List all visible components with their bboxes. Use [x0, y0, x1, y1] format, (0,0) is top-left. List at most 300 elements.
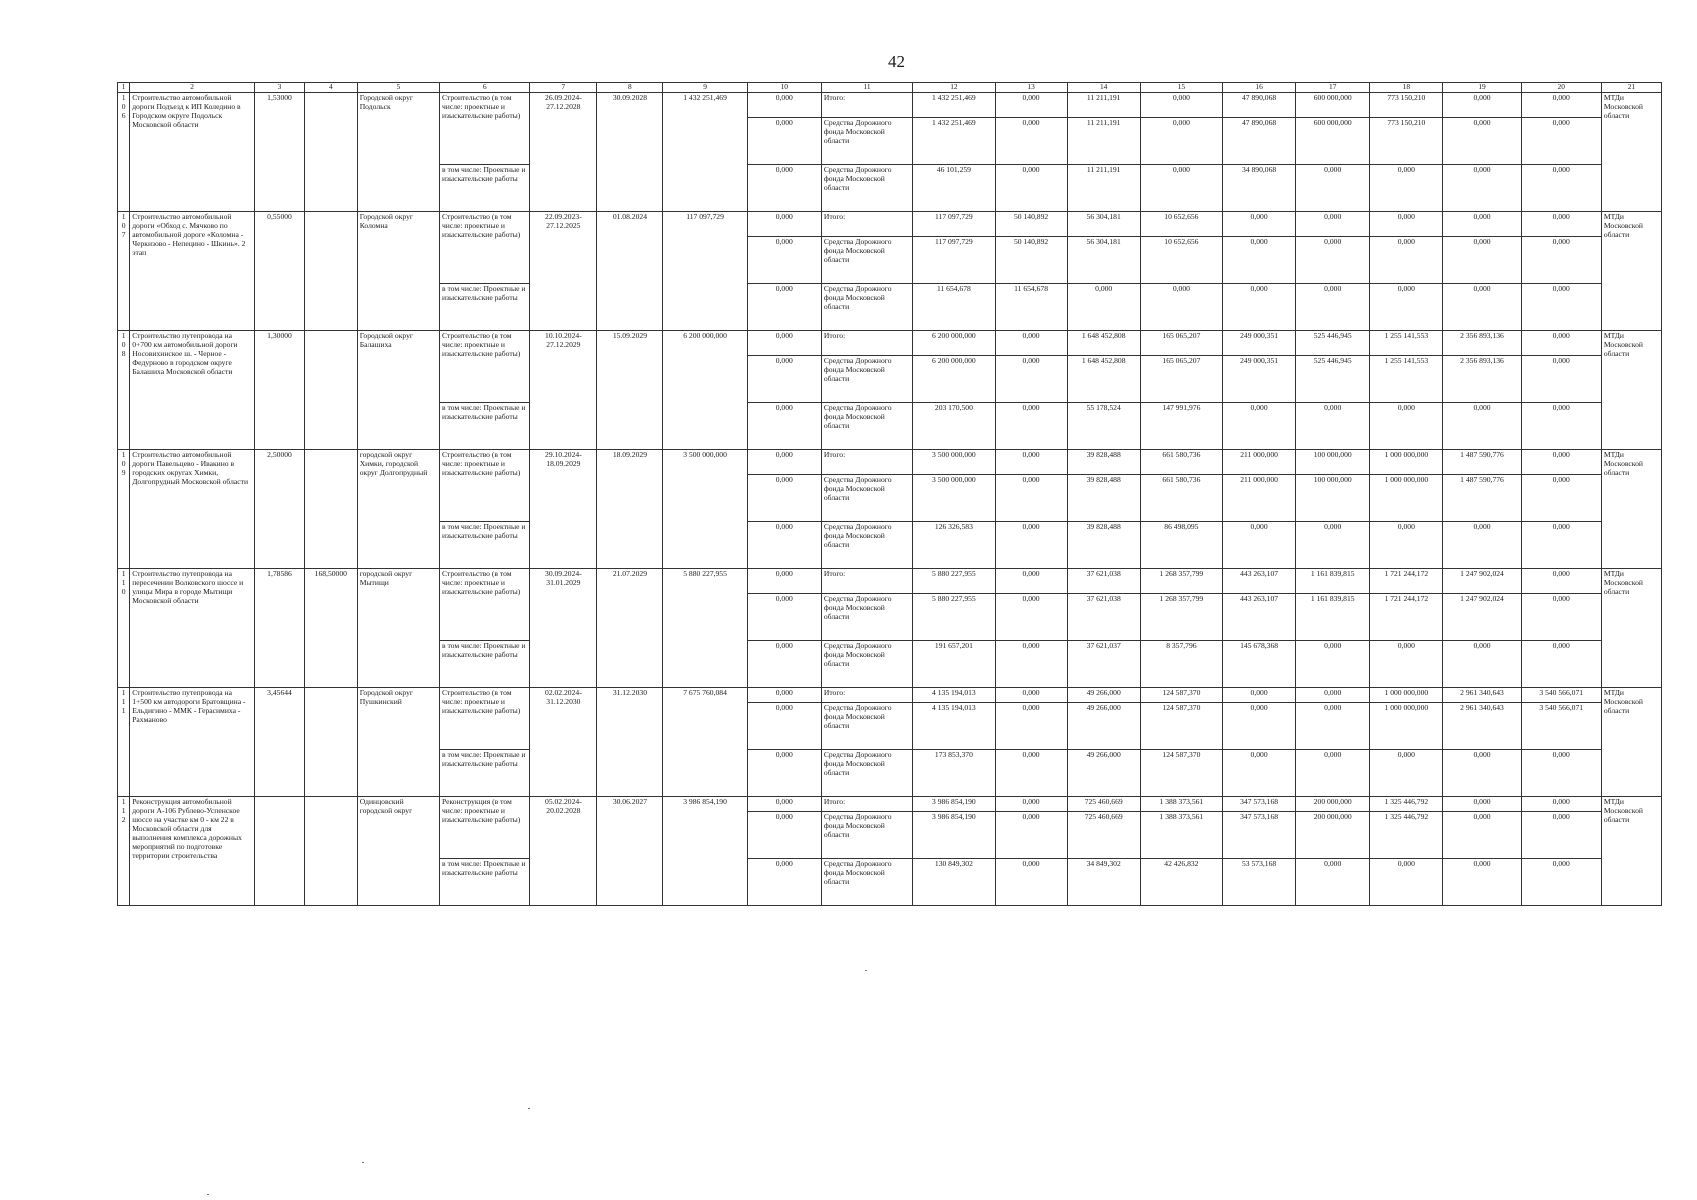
column-number-header: 20 — [1521, 83, 1601, 93]
table-row — [118, 212, 1662, 237]
amount-c18: 0,000 — [1370, 522, 1443, 569]
amount-c18: 0,000 — [1370, 165, 1443, 212]
amount-c16: 211 000,000 — [1223, 475, 1296, 522]
table-row — [118, 688, 1662, 703]
scan-speck — [362, 1162, 364, 1163]
amount-c19: 1 247 902,024 — [1443, 594, 1521, 641]
amount-c18: 1 255 141,553 — [1370, 356, 1443, 403]
funding-source-label: Средства Дорожного фонда Московской области — [821, 356, 912, 403]
district-name: Городской округ Подольск — [357, 93, 439, 212]
funding-source-label: Средства Дорожного фонда Московской области — [821, 403, 912, 450]
amount-c13: 0,000 — [995, 641, 1067, 688]
amount-c20: 0,000 — [1521, 356, 1601, 403]
funded-before: 0,000 — [747, 212, 821, 237]
amount-c12: 3 500 000,000 — [913, 475, 995, 522]
object-length: 2,50000 — [255, 450, 305, 569]
amount-c12: 117 097,729 — [913, 212, 995, 237]
amount-c16: 443 263,107 — [1223, 594, 1296, 641]
amount-c15: 165 065,207 — [1140, 356, 1222, 403]
amount-c16: 0,000 — [1223, 212, 1296, 237]
funded-before: 0,000 — [747, 522, 821, 569]
funding-source-label: Итого: — [821, 450, 912, 475]
amount-c16: 0,000 — [1223, 522, 1296, 569]
funding-source-label: Средства Дорожного фонда Московской области — [821, 641, 912, 688]
amount-c14: 725 460,669 — [1067, 812, 1140, 859]
amount-c19: 0,000 — [1443, 284, 1521, 331]
amount-c19: 0,000 — [1443, 93, 1521, 118]
amount-c18: 1 255 141,553 — [1370, 331, 1443, 356]
amount-c20: 0,000 — [1521, 237, 1601, 284]
amount-c12: 203 170,500 — [913, 403, 995, 450]
column-number-header: 14 — [1067, 83, 1140, 93]
amount-c14: 49 266,000 — [1067, 703, 1140, 750]
amount-c19: 0,000 — [1443, 522, 1521, 569]
amount-c16: 0,000 — [1223, 284, 1296, 331]
amount-c20: 0,000 — [1521, 750, 1601, 797]
amount-c15: 165 065,207 — [1140, 331, 1222, 356]
scan-speck — [207, 1194, 209, 1195]
amount-c15: 147 991,976 — [1140, 403, 1222, 450]
row-number: 110 — [118, 569, 130, 688]
amount-c15: 661 580,736 — [1140, 450, 1222, 475]
amount-c15: 10 652,656 — [1140, 237, 1222, 284]
amount-c19: 0,000 — [1443, 212, 1521, 237]
amount-c13: 0,000 — [995, 703, 1067, 750]
district-name: Городской округ Пушкинский — [357, 688, 439, 797]
amount-c13: 0,000 — [995, 450, 1067, 475]
work-type-subtotal: в том числе: Проектные и изыскательские работы — [439, 750, 529, 797]
column-number-header: 10 — [747, 83, 821, 93]
amount-c14: 0,000 — [1067, 284, 1140, 331]
work-type-subtotal: в том числе: Проектные и изыскательские работы — [439, 284, 529, 331]
column-number-header: 8 — [597, 83, 663, 93]
total-cost: 5 880 227,955 — [663, 569, 747, 688]
amount-c19: 0,000 — [1443, 237, 1521, 284]
work-period: 26.09.2024-27.12.2028 — [530, 93, 597, 212]
amount-c14: 49 266,000 — [1067, 750, 1140, 797]
amount-c19: 0,000 — [1443, 750, 1521, 797]
amount-c14: 1 648 452,808 — [1067, 356, 1140, 403]
funding-source-label: Средства Дорожного фонда Московской области — [821, 118, 912, 165]
amount-c14: 11 211,191 — [1067, 118, 1140, 165]
work-type-subtotal: в том числе: Проектные и изыскательские работы — [439, 165, 529, 212]
amount-c12: 4 135 194,013 — [913, 688, 995, 703]
column-number-header: 3 — [255, 83, 305, 93]
customer-name: МТДи Московской области — [1601, 93, 1661, 212]
amount-c16: 249 000,351 — [1223, 356, 1296, 403]
district-name: городской округ Мытищи — [357, 569, 439, 688]
work-type: Строительство (в том числе: проектные и изыскательские работы) — [439, 569, 529, 641]
amount-c18: 773 150,210 — [1370, 118, 1443, 165]
funded-before: 0,000 — [747, 812, 821, 859]
amount-c18: 0,000 — [1370, 403, 1443, 450]
amount-c20: 0,000 — [1521, 450, 1601, 475]
column-number-header: 5 — [357, 83, 439, 93]
amount-c15: 42 426,832 — [1140, 859, 1222, 906]
funding-source-label: Средства Дорожного фонда Московской области — [821, 522, 912, 569]
amount-c19: 0,000 — [1443, 859, 1521, 906]
amount-c20: 0,000 — [1521, 212, 1601, 237]
amount-c14: 1 648 452,808 — [1067, 331, 1140, 356]
district-name: Городской округ Коломна — [357, 212, 439, 331]
funding-source-label: Средства Дорожного фонда Московской области — [821, 237, 912, 284]
amount-c16: 0,000 — [1223, 750, 1296, 797]
column-number-header: 6 — [439, 83, 529, 93]
amount-c18: 1 721 244,172 — [1370, 569, 1443, 594]
work-type-subtotal: в том числе: Проектные и изыскательские работы — [439, 641, 529, 688]
row-number: 111 — [118, 688, 130, 797]
amount-c17: 600 000,000 — [1296, 93, 1370, 118]
column-number-header: 2 — [130, 83, 255, 93]
amount-c20: 0,000 — [1521, 475, 1601, 522]
funded-before: 0,000 — [747, 569, 821, 594]
completion-date: 01.08.2024 — [597, 212, 663, 331]
funded-before: 0,000 — [747, 118, 821, 165]
amount-c18: 1 000 000,000 — [1370, 475, 1443, 522]
object-length: 1,30000 — [255, 331, 305, 450]
amount-c17: 600 000,000 — [1296, 118, 1370, 165]
column-number-header: 4 — [304, 83, 357, 93]
amount-c12: 130 849,302 — [913, 859, 995, 906]
amount-c20: 0,000 — [1521, 118, 1601, 165]
amount-c18: 0,000 — [1370, 212, 1443, 237]
amount-c16: 0,000 — [1223, 237, 1296, 284]
amount-c19: 0,000 — [1443, 165, 1521, 212]
scan-speck — [865, 970, 867, 971]
amount-c17: 525 446,945 — [1296, 331, 1370, 356]
object-length-extra — [304, 93, 357, 212]
funding-source-label: Средства Дорожного фонда Московской области — [821, 750, 912, 797]
amount-c17: 0,000 — [1296, 703, 1370, 750]
funded-before: 0,000 — [747, 237, 821, 284]
funding-source-label: Средства Дорожного фонда Московской области — [821, 165, 912, 212]
amount-c18: 1 325 446,792 — [1370, 812, 1443, 859]
total-cost: 1 432 251,469 — [663, 93, 747, 212]
work-period: 30.09.2024-31.01.2029 — [530, 569, 597, 688]
amount-c20: 0,000 — [1521, 797, 1601, 812]
amount-c19: 2 356 893,136 — [1443, 331, 1521, 356]
funded-before: 0,000 — [747, 641, 821, 688]
amount-c18: 1 000 000,000 — [1370, 688, 1443, 703]
amount-c12: 3 500 000,000 — [913, 450, 995, 475]
amount-c15: 8 357,796 — [1140, 641, 1222, 688]
amount-c19: 0,000 — [1443, 812, 1521, 859]
amount-c14: 11 211,191 — [1067, 93, 1140, 118]
work-type: Строительство (в том числе: проектные и изыскательские работы) — [439, 450, 529, 522]
amount-c17: 1 161 839,815 — [1296, 569, 1370, 594]
row-number: 106 — [118, 93, 130, 212]
amount-c14: 39 828,488 — [1067, 475, 1140, 522]
amount-c13: 0,000 — [995, 594, 1067, 641]
amount-c12: 6 200 000,000 — [913, 356, 995, 403]
column-number-header: 11 — [821, 83, 912, 93]
object-length-extra — [304, 797, 357, 906]
amount-c12: 3 986 854,190 — [913, 797, 995, 812]
row-number: 108 — [118, 331, 130, 450]
amount-c20: 0,000 — [1521, 859, 1601, 906]
amount-c15: 10 652,656 — [1140, 212, 1222, 237]
amount-c17: 100 000,000 — [1296, 450, 1370, 475]
funded-before: 0,000 — [747, 284, 821, 331]
amount-c16: 0,000 — [1223, 403, 1296, 450]
amount-c13: 0,000 — [995, 569, 1067, 594]
amount-c12: 11 654,678 — [913, 284, 995, 331]
funding-source-label: Средства Дорожного фонда Московской области — [821, 284, 912, 331]
column-number-header: 18 — [1370, 83, 1443, 93]
amount-c12: 4 135 194,013 — [913, 703, 995, 750]
funding-source-label: Итого: — [821, 688, 912, 703]
funded-before: 0,000 — [747, 450, 821, 475]
amount-c15: 1 268 357,799 — [1140, 594, 1222, 641]
object-length — [255, 797, 305, 906]
object-length-extra — [304, 688, 357, 797]
amount-c19: 1 487 590,776 — [1443, 450, 1521, 475]
table-row — [118, 450, 1662, 475]
amount-c17: 0,000 — [1296, 165, 1370, 212]
funding-source-label: Средства Дорожного фонда Московской области — [821, 703, 912, 750]
amount-c12: 5 880 227,955 — [913, 569, 995, 594]
amount-c12: 5 880 227,955 — [913, 594, 995, 641]
page-number: 42 — [888, 52, 905, 71]
amount-c15: 86 498,095 — [1140, 522, 1222, 569]
object-name: Строительство автомобильной дороги Подъезд к ИП Коледино в Городском округе Подольск Московской области — [130, 93, 255, 212]
amount-c17: 0,000 — [1296, 859, 1370, 906]
amount-c17: 200 000,000 — [1296, 797, 1370, 812]
funded-before: 0,000 — [747, 797, 821, 812]
amount-c16: 211 000,000 — [1223, 450, 1296, 475]
object-length-extra — [304, 331, 357, 450]
column-number-header: 19 — [1443, 83, 1521, 93]
amount-c20: 0,000 — [1521, 93, 1601, 118]
object-length: 3,45644 — [255, 688, 305, 797]
amount-c13: 0,000 — [995, 797, 1067, 812]
funded-before: 0,000 — [747, 475, 821, 522]
amount-c16: 347 573,168 — [1223, 812, 1296, 859]
row-number: 107 — [118, 212, 130, 331]
amount-c13: 0,000 — [995, 522, 1067, 569]
work-type: Строительство (в том числе: проектные и изыскательские работы) — [439, 331, 529, 403]
amount-c13: 0,000 — [995, 356, 1067, 403]
completion-date: 31.12.2030 — [597, 688, 663, 797]
work-period: 29.10.2024-18.09.2029 — [530, 450, 597, 569]
amount-c18: 1 000 000,000 — [1370, 450, 1443, 475]
amount-c14: 725 460,669 — [1067, 797, 1140, 812]
amount-c12: 46 101,259 — [913, 165, 995, 212]
column-number-header: 21 — [1601, 83, 1661, 93]
total-cost: 7 675 760,084 — [663, 688, 747, 797]
amount-c14: 56 304,181 — [1067, 212, 1140, 237]
amount-c16: 249 000,351 — [1223, 331, 1296, 356]
column-number-header: 7 — [530, 83, 597, 93]
district-name: городской округ Химки, городской округ Долгопрудный — [357, 450, 439, 569]
amount-c19: 0,000 — [1443, 118, 1521, 165]
table-row — [118, 569, 1662, 594]
object-name: Реконструкция автомобильной дороги А-106 Рублево-Успенское шоссе на участке км 0 - км 22 в Московской области для выполнения комплекса дорожных мероприятий по подготовке территории строительства — [130, 797, 255, 906]
amount-c16: 53 573,168 — [1223, 859, 1296, 906]
column-number-header: 15 — [1140, 83, 1222, 93]
funding-source-label: Итого: — [821, 93, 912, 118]
amount-c14: 37 621,037 — [1067, 641, 1140, 688]
amount-c20: 0,000 — [1521, 331, 1601, 356]
amount-c20: 0,000 — [1521, 284, 1601, 331]
table-row — [118, 93, 1662, 118]
column-number-header: 9 — [663, 83, 747, 93]
amount-c15: 1 388 373,561 — [1140, 797, 1222, 812]
object-name: Строительство автомобильной дороги Павельцево - Ивакино в городских округах Химки, Долгопрудный Московской области — [130, 450, 255, 569]
work-period: 10.10.2024-27.12.2029 — [530, 331, 597, 450]
amount-c20: 0,000 — [1521, 403, 1601, 450]
column-number-header: 16 — [1223, 83, 1296, 93]
customer-name: МТДи Московской области — [1601, 450, 1661, 569]
funded-before: 0,000 — [747, 165, 821, 212]
scan-speck — [528, 1108, 530, 1109]
work-type-subtotal: в том числе: Проектные и изыскательские работы — [439, 522, 529, 569]
amount-c17: 100 000,000 — [1296, 475, 1370, 522]
amount-c15: 0,000 — [1140, 284, 1222, 331]
funded-before: 0,000 — [747, 331, 821, 356]
amount-c13: 0,000 — [995, 403, 1067, 450]
amount-c18: 0,000 — [1370, 641, 1443, 688]
amount-c16: 443 263,107 — [1223, 569, 1296, 594]
funding-source-label: Средства Дорожного фонда Московской области — [821, 812, 912, 859]
column-number-header: 13 — [995, 83, 1067, 93]
amount-c12: 126 326,583 — [913, 522, 995, 569]
object-length-extra: 168,50000 — [304, 569, 357, 688]
object-name: Строительство путепровода на пересечении Волковского шоссе и улицы Мира в городе Мытищи Московской области — [130, 569, 255, 688]
funded-before: 0,000 — [747, 703, 821, 750]
funding-source-label: Итого: — [821, 569, 912, 594]
amount-c15: 661 580,736 — [1140, 475, 1222, 522]
amount-c14: 49 266,000 — [1067, 688, 1140, 703]
district-name: Городской округ Балашиха — [357, 331, 439, 450]
amount-c17: 0,000 — [1296, 237, 1370, 284]
amount-c13: 0,000 — [995, 331, 1067, 356]
customer-name: МТДи Московской области — [1601, 569, 1661, 688]
amount-c13: 11 654,678 — [995, 284, 1067, 331]
amount-c14: 56 304,181 — [1067, 237, 1140, 284]
total-cost: 3 986 854,190 — [663, 797, 747, 906]
amount-c12: 117 097,729 — [913, 237, 995, 284]
funding-table — [117, 82, 1662, 906]
column-number-header: 1 — [118, 83, 130, 93]
amount-c12: 3 986 854,190 — [913, 812, 995, 859]
total-cost: 3 500 000,000 — [663, 450, 747, 569]
amount-c19: 2 961 340,643 — [1443, 688, 1521, 703]
object-length: 0,55000 — [255, 212, 305, 331]
amount-c17: 0,000 — [1296, 641, 1370, 688]
amount-c17: 0,000 — [1296, 284, 1370, 331]
amount-c13: 0,000 — [995, 118, 1067, 165]
amount-c17: 0,000 — [1296, 688, 1370, 703]
funding-source-label: Итого: — [821, 797, 912, 812]
object-name: Строительство путепровода на 1+500 км автодороги Братовщина - Ельдигино - ММК - Герасимиха - Рахманово — [130, 688, 255, 797]
funded-before: 0,000 — [747, 688, 821, 703]
work-type-subtotal: в том числе: Проектные и изыскательские работы — [439, 859, 529, 906]
amount-c13: 0,000 — [995, 165, 1067, 212]
amount-c13: 0,000 — [995, 93, 1067, 118]
amount-c18: 773 150,210 — [1370, 93, 1443, 118]
completion-date: 30.06.2027 — [597, 797, 663, 906]
object-name: Строительство путепровода на 0+700 км автомобильной дороги Носовихинское ш. - Черное - Федурново в городском округе Балашиха Московской области — [130, 331, 255, 450]
amount-c19: 0,000 — [1443, 641, 1521, 688]
amount-c17: 200 000,000 — [1296, 812, 1370, 859]
object-length-extra — [304, 212, 357, 331]
work-period: 05.02.2024-20.02.2028 — [530, 797, 597, 906]
customer-name: МТДи Московской области — [1601, 331, 1661, 450]
column-number-header: 12 — [913, 83, 995, 93]
amount-c16: 347 573,168 — [1223, 797, 1296, 812]
amount-c18: 1 000 000,000 — [1370, 703, 1443, 750]
amount-c19: 2 356 893,136 — [1443, 356, 1521, 403]
amount-c14: 55 178,524 — [1067, 403, 1140, 450]
work-type: Строительство (в том числе: проектные и изыскательские работы) — [439, 93, 529, 165]
amount-c17: 0,000 — [1296, 750, 1370, 797]
amount-c19: 0,000 — [1443, 403, 1521, 450]
amount-c16: 47 890,068 — [1223, 93, 1296, 118]
completion-date: 30.09.2028 — [597, 93, 663, 212]
amount-c16: 145 678,368 — [1223, 641, 1296, 688]
table-row — [118, 797, 1662, 812]
amount-c20: 0,000 — [1521, 641, 1601, 688]
amount-c12: 6 200 000,000 — [913, 331, 995, 356]
amount-c15: 0,000 — [1140, 118, 1222, 165]
amount-c18: 1 721 244,172 — [1370, 594, 1443, 641]
amount-c13: 0,000 — [995, 688, 1067, 703]
amount-c14: 11 211,191 — [1067, 165, 1140, 212]
amount-c20: 0,000 — [1521, 594, 1601, 641]
amount-c12: 191 657,201 — [913, 641, 995, 688]
amount-c12: 1 432 251,469 — [913, 118, 995, 165]
amount-c20: 0,000 — [1521, 569, 1601, 594]
amount-c19: 1 247 902,024 — [1443, 569, 1521, 594]
amount-c17: 0,000 — [1296, 522, 1370, 569]
work-type: Строительство (в том числе: проектные и изыскательские работы) — [439, 212, 529, 284]
row-number: 109 — [118, 450, 130, 569]
object-length: 1,78586 — [255, 569, 305, 688]
object-length: 1,53000 — [255, 93, 305, 212]
funded-before: 0,000 — [747, 356, 821, 403]
amount-c12: 1 432 251,469 — [913, 93, 995, 118]
amount-c13: 50 140,892 — [995, 237, 1067, 284]
amount-c20: 3 540 566,071 — [1521, 688, 1601, 703]
amount-c13: 0,000 — [995, 475, 1067, 522]
amount-c20: 0,000 — [1521, 812, 1601, 859]
amount-c17: 0,000 — [1296, 212, 1370, 237]
amount-c16: 0,000 — [1223, 703, 1296, 750]
customer-name: МТДи Московской области — [1601, 797, 1661, 906]
funding-source-label: Средства Дорожного фонда Московской области — [821, 594, 912, 641]
funding-source-label: Итого: — [821, 331, 912, 356]
amount-c20: 3 540 566,071 — [1521, 703, 1601, 750]
customer-name: МТДи Московской области — [1601, 688, 1661, 797]
column-number-header: 17 — [1296, 83, 1370, 93]
district-name: Одинцовский городской округ — [357, 797, 439, 906]
amount-c17: 525 446,945 — [1296, 356, 1370, 403]
amount-c17: 1 161 839,815 — [1296, 594, 1370, 641]
amount-c12: 173 853,370 — [913, 750, 995, 797]
funding-source-label: Итого: — [821, 212, 912, 237]
funded-before: 0,000 — [747, 93, 821, 118]
amount-c20: 0,000 — [1521, 165, 1601, 212]
amount-c18: 0,000 — [1370, 284, 1443, 331]
funding-source-label: Средства Дорожного фонда Московской области — [821, 475, 912, 522]
amount-c18: 0,000 — [1370, 859, 1443, 906]
amount-c15: 1 268 357,799 — [1140, 569, 1222, 594]
funding-source-label: Средства Дорожного фонда Московской области — [821, 859, 912, 906]
amount-c19: 1 487 590,776 — [1443, 475, 1521, 522]
amount-c13: 50 140,892 — [995, 212, 1067, 237]
row-number: 112 — [118, 797, 130, 906]
